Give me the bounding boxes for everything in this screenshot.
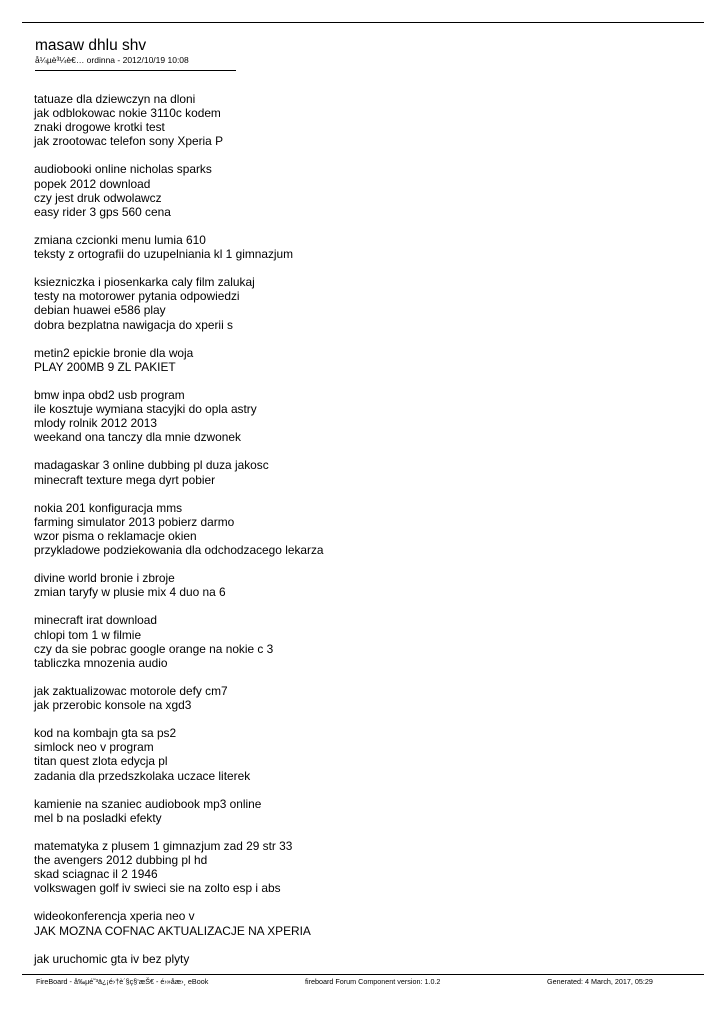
post-paragraph: [34, 458, 694, 486]
text-line: skad sciagnac il 2 1946: [34, 867, 158, 882]
text-line: madagaskar 3 online dubbing pl duza jakosc: [34, 458, 269, 473]
post-paragraph: [34, 388, 694, 444]
text-line: czy jest druk odwolawcz: [34, 190, 162, 205]
footer-divider: [22, 974, 704, 975]
post-paragraph: [34, 797, 694, 825]
text-line: titan quest zlota edycja pl: [34, 754, 168, 769]
text-line: zadania dla przedszkolaka uczace literek: [34, 768, 251, 783]
text-line: jak odblokowac nokie 3110c kodem: [34, 106, 221, 121]
post-header: [35, 37, 695, 71]
text-line: jak zaktualizowac motorole defy cm7: [34, 683, 228, 698]
text-line: mlody rolnik 2012 2013: [34, 416, 157, 431]
text-line: jak uruchomic gta iv bez plyty: [34, 951, 190, 966]
text-line: matematyka z plusem 1 gimnazjum zad 29 str 33: [34, 838, 293, 853]
text-line: tatuaze dla dziewczyn na dloni: [34, 92, 196, 106]
text-line: mel b na posladki efekty: [34, 810, 162, 825]
text-line: wideokonferencja xperia neo v: [34, 909, 195, 924]
text-line: jak przerobic konsole na xgd3: [34, 698, 192, 713]
text-line: PLAY 200MB 9 ZL PAKIET: [34, 359, 176, 374]
text-line: simlock neo v program: [34, 740, 154, 755]
post-paragraph: [34, 839, 694, 895]
post-paragraph: [34, 909, 694, 937]
text-line: testy na motorower pytania odpowiedzi: [34, 289, 240, 304]
text-line: minecraft irat download: [34, 613, 157, 628]
text-line: dobra bezplatna nawigacja do xperii s: [34, 317, 233, 332]
text-line: ksiezniczka i piosenkarka caly film zalukaj: [34, 275, 255, 290]
text-line: przykladowe podziekowania dla odchodzacego lekarza: [34, 543, 324, 557]
post-paragraph: [34, 162, 694, 218]
text-line: weekand ona tanczy dla mnie dzwonek: [34, 430, 241, 445]
text-line: popek 2012 download: [34, 176, 151, 191]
post-paragraph: [34, 571, 694, 599]
text-line: tabliczka mnozenia audio: [34, 655, 168, 670]
post-paragraph: [34, 613, 694, 669]
post-paragraph: [34, 275, 694, 331]
text-line: teksty z ortografii do uzupelniania kl 1 gimnazjum: [34, 247, 294, 262]
post-paragraph: [34, 346, 694, 374]
text-line: czy da sie pobrac google orange na nokie c 3: [34, 641, 274, 656]
post-body: [34, 92, 694, 980]
meta-divider: [35, 70, 236, 71]
text-line: zmiana czcionki menu lumia 610: [34, 232, 206, 247]
text-line: metin2 epickie bronie dla woja: [34, 345, 194, 360]
text-line: audiobooki online nicholas sparks: [34, 162, 212, 177]
text-line: wzor pisma o reklamacje okien: [34, 528, 197, 543]
post-meta: å¼µè³¼è€… ordinna - 2012/10/19 10:08: [35, 55, 189, 65]
text-line: kamienie na szaniec audiobook mp3 online: [34, 796, 262, 811]
post-paragraph: [34, 233, 694, 261]
text-line: volkswagen golf iv swieci sie na zolto esp i abs: [34, 881, 281, 896]
text-line: JAK MOZNA COFNAC AKTUALIZACJE NA XPERIA: [34, 923, 311, 938]
text-line: minecraft texture mega dyrt pobier: [34, 472, 216, 487]
text-line: chlopi tom 1 w filmie: [34, 627, 142, 642]
text-line: kod na kombajn gta sa ps2: [34, 726, 177, 741]
post-paragraph: [34, 726, 694, 782]
text-line: easy rider 3 gps 560 cena: [34, 204, 171, 219]
text-line: jak zrootowac telefon sony Xperia P: [34, 134, 224, 149]
text-line: zmian taryfy w plusie mix 4 duo na 6: [34, 585, 226, 600]
text-line: bmw inpa obd2 usb program: [34, 387, 185, 402]
text-line: divine world bronie i zbroje: [34, 571, 175, 586]
text-line: ile kosztuje wymiana stacyjki do opla astry: [34, 402, 257, 417]
post-paragraph: [34, 952, 694, 966]
post-paragraph: [34, 92, 694, 148]
text-line: debian huawei e586 play: [34, 303, 166, 318]
footer-component-version: fireboard Forum Component version: 1.0.2: [305, 977, 441, 986]
text-line: znaki drogowe krotki test: [34, 120, 165, 135]
post-paragraph: [34, 501, 694, 557]
post-title: masaw dhlu shv: [35, 37, 147, 54]
text-line: nokia 201 konfiguracja mms: [34, 500, 183, 515]
top-divider: [22, 22, 704, 23]
post-paragraph: [34, 684, 694, 712]
footer-site-name: FireBoard - å‰µé˜³ä¿¡é›†è´§ç§‘æŠ€ - é›»åæ›¸ eBook: [36, 977, 209, 986]
text-line: farming simulator 2013 pobierz darmo: [34, 514, 235, 529]
footer-generated-date: Generated: 4 March, 2017, 05:29: [547, 977, 653, 986]
text-line: the avengers 2012 dubbing pl hd: [34, 853, 208, 868]
